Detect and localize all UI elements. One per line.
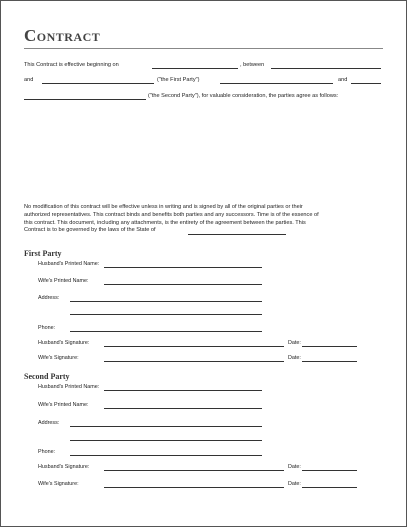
closing-line-4: Contract is to be governed by the laws of the State of <box>24 227 156 234</box>
fp-phone-field[interactable] <box>70 331 262 332</box>
sp-address-field-1[interactable] <box>70 426 262 427</box>
fp-husband-date-label: Date: <box>288 340 301 346</box>
fp-phone-label: Phone: <box>38 325 56 331</box>
first-party-heading: First Party <box>24 249 62 258</box>
sp-husband-date-label: Date: <box>288 464 301 470</box>
fp-wife-signature-label: Wife's Signature: <box>38 355 79 361</box>
between-party-field[interactable] <box>271 68 381 69</box>
sp-wife-signature-field[interactable] <box>104 487 284 488</box>
fp-wife-date-field[interactable] <box>302 361 357 362</box>
sp-husband-signature-field[interactable] <box>104 470 284 471</box>
fp-husband-signature-label: Husband's Signature: <box>38 340 90 346</box>
intro-text-effective-date: This Contract is effective beginning on <box>24 62 119 68</box>
intro-text-between: , between <box>240 62 265 68</box>
second-party-name-field-c[interactable] <box>24 99 146 100</box>
sp-wife-date-field[interactable] <box>302 487 357 488</box>
fp-address-field-2[interactable] <box>70 314 262 315</box>
fp-husband-printed-field[interactable] <box>104 267 262 268</box>
fp-wife-signature-field[interactable] <box>104 361 284 362</box>
sp-phone-label: Phone: <box>38 449 56 455</box>
sp-husband-printed-label: Husband's Printed Name: <box>38 384 100 390</box>
sp-phone-field[interactable] <box>70 455 262 456</box>
fp-husband-signature-field[interactable] <box>104 346 284 347</box>
second-party-heading: Second Party <box>24 372 70 381</box>
sp-husband-date-field[interactable] <box>302 470 357 471</box>
closing-paragraph <box>24 204 382 235</box>
fp-husband-date-field[interactable] <box>302 346 357 347</box>
effective-date-field[interactable] <box>152 68 238 69</box>
page-title: Contract <box>24 26 101 45</box>
second-party-name-field-b[interactable] <box>351 83 381 84</box>
title-divider <box>24 48 383 49</box>
intro-text-agree: ("the Second Party"), for valuable consideration, the parties agree as follows: <box>148 93 339 99</box>
fp-wife-printed-label: Wife's Printed Name: <box>38 278 89 284</box>
sp-husband-signature-label: Husband's Signature: <box>38 464 90 470</box>
closing-line-3: this contract. This document, including any attachments, is the entirety of the agreement between the parties. This <box>24 219 306 226</box>
sp-wife-printed-field[interactable] <box>104 408 262 409</box>
fp-address-field-1[interactable] <box>70 301 262 302</box>
closing-line-1: No modification of this contract will be effective unless in writing and is signed by all of the original parties or their <box>24 204 303 210</box>
intro-text-first-party: ("the First Party") <box>157 77 200 83</box>
second-party-name-field-a[interactable] <box>220 83 333 84</box>
intro-text-and-2: and <box>338 77 348 83</box>
sp-address-field-2[interactable] <box>70 440 262 441</box>
fp-husband-printed-label: Husband's Printed Name: <box>38 261 100 267</box>
governing-state-field[interactable] <box>188 234 286 235</box>
fp-address-label: Address: <box>38 295 60 301</box>
sp-wife-signature-label: Wife's Signature: <box>38 481 79 487</box>
sp-wife-printed-label: Wife's Printed Name: <box>38 402 89 408</box>
sp-address-label: Address: <box>38 420 60 426</box>
sp-husband-printed-field[interactable] <box>104 390 262 391</box>
closing-line-2: authorized representatives. This contract binds and benefits both parties and any successors. Time is of the essence of <box>24 211 319 218</box>
intro-text-and: and <box>24 77 34 83</box>
fp-wife-printed-field[interactable] <box>104 284 262 285</box>
first-party-name-field[interactable] <box>42 83 154 84</box>
sp-wife-date-label: Date: <box>288 481 301 487</box>
fp-wife-date-label: Date: <box>288 355 301 361</box>
